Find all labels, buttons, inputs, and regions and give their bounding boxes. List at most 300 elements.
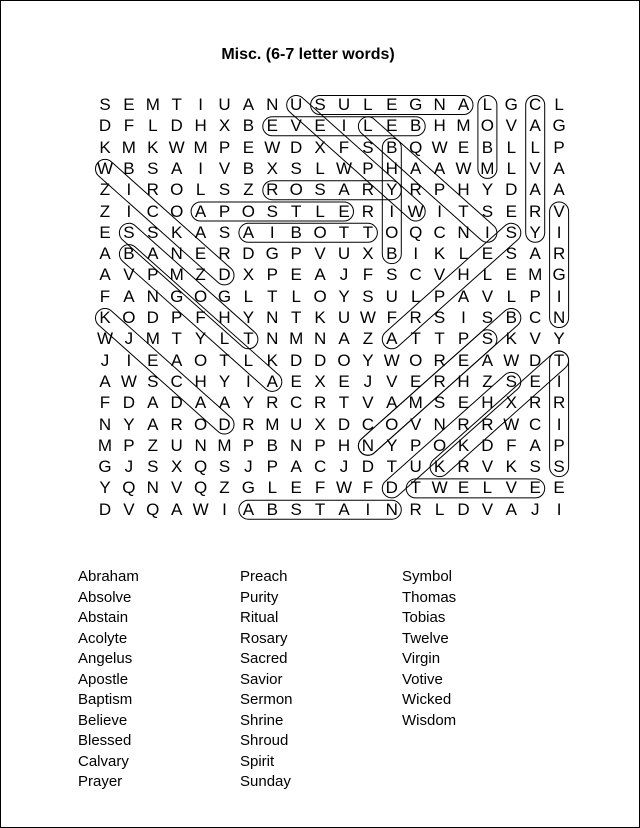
- grid-letter[interactable]: L: [195, 180, 206, 200]
- grid-letter[interactable]: V: [123, 499, 135, 519]
- grid-letter[interactable]: A: [194, 201, 207, 221]
- grid-letter[interactable]: Y: [242, 393, 255, 413]
- grid-letter[interactable]: S: [433, 393, 446, 413]
- grid-letter[interactable]: Y: [242, 308, 255, 327]
- grid-letter[interactable]: X: [362, 244, 374, 264]
- grid-letter[interactable]: R: [361, 180, 375, 200]
- grid-letter[interactable]: R: [552, 393, 566, 413]
- grid-letter[interactable]: Y: [386, 180, 398, 200]
- grid-letter[interactable]: L: [530, 137, 540, 157]
- grid-letter[interactable]: A: [194, 393, 207, 413]
- grid-letter[interactable]: S: [290, 499, 302, 519]
- grid-letter[interactable]: G: [552, 265, 566, 285]
- grid-letter[interactable]: E: [410, 371, 422, 391]
- grid-letter[interactable]: Z: [147, 435, 158, 455]
- grid-letter[interactable]: E: [386, 95, 398, 114]
- grid-letter[interactable]: S: [553, 457, 565, 477]
- grid-letter[interactable]: O: [409, 350, 423, 370]
- grid-letter[interactable]: A: [410, 158, 422, 178]
- grid-letter[interactable]: U: [337, 244, 351, 264]
- grid-letter[interactable]: E: [290, 371, 302, 391]
- grid-letter[interactable]: H: [218, 308, 231, 327]
- grid-letter[interactable]: Q: [146, 499, 160, 519]
- grid-letter[interactable]: M: [145, 95, 160, 114]
- grid-letter[interactable]: J: [124, 329, 134, 349]
- grid-letter[interactable]: X: [171, 457, 183, 477]
- grid-letter[interactable]: M: [480, 158, 495, 178]
- grid-letter[interactable]: X: [314, 137, 326, 157]
- grid-letter[interactable]: M: [217, 435, 232, 455]
- grid-letter[interactable]: T: [410, 329, 421, 349]
- grid-letter[interactable]: L: [482, 95, 493, 114]
- grid-letter[interactable]: K: [314, 308, 326, 327]
- grid-letter[interactable]: X: [242, 265, 255, 285]
- grid-letter[interactable]: B: [481, 137, 494, 157]
- grid-letter[interactable]: O: [432, 435, 447, 455]
- grid-letter[interactable]: G: [170, 286, 184, 306]
- grid-letter[interactable]: J: [363, 371, 373, 391]
- grid-letter[interactable]: O: [313, 222, 327, 242]
- grid-letter[interactable]: S: [123, 222, 135, 242]
- grid-letter[interactable]: O: [337, 350, 351, 370]
- grid-letter[interactable]: F: [362, 478, 374, 498]
- grid-letter[interactable]: D: [242, 244, 255, 264]
- grid-letter[interactable]: S: [314, 180, 326, 200]
- grid-letter[interactable]: P: [553, 137, 565, 157]
- grid-letter[interactable]: K: [171, 222, 183, 242]
- grid-letter[interactable]: L: [243, 286, 254, 306]
- grid-letter[interactable]: N: [313, 329, 327, 349]
- grid-letter[interactable]: S: [481, 201, 494, 221]
- grid-letter[interactable]: I: [556, 286, 562, 306]
- grid-letter[interactable]: E: [457, 478, 470, 498]
- grid-letter[interactable]: S: [147, 158, 159, 178]
- grid-letter[interactable]: P: [290, 244, 302, 264]
- grid-letter[interactable]: P: [362, 158, 374, 178]
- grid-letter[interactable]: F: [99, 393, 111, 413]
- grid-letter[interactable]: X: [314, 371, 326, 391]
- grid-letter[interactable]: L: [482, 265, 493, 285]
- grid-letter[interactable]: P: [457, 329, 470, 349]
- grid-letter[interactable]: A: [171, 499, 183, 519]
- grid-letter[interactable]: B: [266, 435, 278, 455]
- grid-letter[interactable]: A: [433, 158, 446, 178]
- grid-letter[interactable]: P: [529, 286, 541, 306]
- grid-letter[interactable]: F: [338, 137, 350, 157]
- grid-letter[interactable]: I: [246, 371, 251, 391]
- grid-letter[interactable]: N: [385, 499, 398, 519]
- grid-letter[interactable]: M: [528, 265, 543, 285]
- grid-letter[interactable]: R: [266, 180, 279, 200]
- grid-letter[interactable]: S: [433, 308, 446, 327]
- grid-letter[interactable]: E: [457, 350, 470, 370]
- grid-letter[interactable]: F: [506, 435, 517, 455]
- grid-letter[interactable]: V: [481, 499, 494, 519]
- grid-letter[interactable]: L: [219, 329, 230, 349]
- grid-letter[interactable]: N: [433, 95, 446, 114]
- grid-letter[interactable]: G: [504, 95, 518, 114]
- grid-letter[interactable]: D: [290, 350, 303, 370]
- grid-letter[interactable]: S: [529, 457, 541, 477]
- grid-letter[interactable]: P: [433, 180, 446, 200]
- grid-letter[interactable]: L: [148, 116, 158, 136]
- grid-letter[interactable]: Z: [243, 180, 254, 200]
- grid-letter[interactable]: N: [552, 308, 566, 327]
- grid-letter[interactable]: A: [553, 158, 565, 178]
- grid-letter[interactable]: O: [170, 201, 184, 221]
- grid-letter[interactable]: X: [314, 414, 326, 434]
- grid-letter[interactable]: O: [193, 350, 208, 370]
- grid-letter[interactable]: Y: [362, 350, 374, 370]
- grid-letter[interactable]: P: [266, 265, 278, 285]
- grid-letter[interactable]: Y: [481, 180, 494, 200]
- grid-letter[interactable]: Q: [122, 478, 136, 498]
- grid-letter[interactable]: Y: [529, 222, 541, 242]
- grid-letter[interactable]: A: [457, 95, 470, 114]
- grid-letter[interactable]: E: [123, 95, 135, 114]
- grid-letter[interactable]: A: [338, 180, 350, 200]
- grid-letter[interactable]: D: [337, 414, 351, 434]
- grid-letter[interactable]: T: [219, 350, 230, 370]
- grid-letter[interactable]: I: [126, 350, 132, 370]
- grid-letter[interactable]: M: [408, 393, 423, 413]
- grid-letter[interactable]: D: [457, 499, 470, 519]
- grid-letter[interactable]: I: [437, 201, 442, 221]
- grid-letter[interactable]: I: [413, 244, 419, 264]
- grid-letter[interactable]: O: [193, 286, 208, 306]
- grid-letter[interactable]: K: [147, 137, 159, 157]
- grid-letter[interactable]: R: [409, 180, 422, 200]
- grid-letter[interactable]: C: [433, 222, 446, 242]
- grid-letter[interactable]: O: [170, 180, 184, 200]
- grid-letter[interactable]: W: [503, 350, 520, 370]
- grid-letter[interactable]: W: [431, 478, 448, 498]
- grid-letter[interactable]: A: [147, 414, 159, 434]
- grid-letter[interactable]: E: [266, 116, 278, 136]
- grid-letter[interactable]: O: [313, 286, 327, 306]
- grid-letter[interactable]: N: [98, 414, 112, 434]
- grid-letter[interactable]: A: [338, 329, 350, 349]
- grid-letter[interactable]: B: [386, 137, 398, 157]
- grid-letter[interactable]: A: [529, 244, 541, 264]
- grid-letter[interactable]: V: [171, 478, 183, 498]
- grid-letter[interactable]: S: [290, 158, 302, 178]
- grid-letter[interactable]: D: [481, 435, 494, 455]
- grid-letter[interactable]: T: [171, 329, 182, 349]
- grid-letter[interactable]: E: [553, 478, 565, 498]
- grid-letter[interactable]: H: [481, 393, 494, 413]
- grid-letter[interactable]: L: [506, 286, 517, 306]
- grid-letter[interactable]: Z: [195, 265, 206, 285]
- grid-letter[interactable]: F: [314, 478, 326, 498]
- grid-letter[interactable]: T: [338, 393, 350, 413]
- grid-letter[interactable]: D: [218, 414, 231, 434]
- grid-letter[interactable]: N: [146, 478, 159, 498]
- grid-letter[interactable]: A: [194, 222, 207, 242]
- grid-letter[interactable]: S: [481, 329, 494, 349]
- grid-letter[interactable]: R: [552, 244, 566, 264]
- grid-letter[interactable]: D: [146, 308, 159, 327]
- grid-letter[interactable]: U: [218, 95, 231, 114]
- grid-letter[interactable]: C: [146, 201, 159, 221]
- grid-letter[interactable]: N: [266, 308, 279, 327]
- grid-letter[interactable]: R: [218, 244, 231, 264]
- grid-letter[interactable]: I: [556, 499, 562, 519]
- grid-letter[interactable]: J: [339, 457, 349, 477]
- grid-letter[interactable]: A: [505, 499, 517, 519]
- grid-letter[interactable]: V: [505, 478, 517, 498]
- grid-letter[interactable]: S: [505, 244, 517, 264]
- grid-letter[interactable]: R: [529, 393, 542, 413]
- grid-letter[interactable]: D: [170, 116, 183, 136]
- grid-letter[interactable]: Z: [362, 329, 374, 349]
- grid-letter[interactable]: Z: [219, 478, 230, 498]
- grid-letter[interactable]: K: [457, 435, 470, 455]
- grid-letter[interactable]: E: [338, 201, 350, 221]
- grid-letter[interactable]: T: [553, 350, 565, 370]
- grid-letter[interactable]: A: [314, 265, 326, 285]
- grid-letter[interactable]: H: [457, 265, 470, 285]
- grid-letter[interactable]: I: [556, 222, 562, 242]
- grid-letter[interactable]: D: [361, 457, 375, 477]
- grid-letter[interactable]: K: [99, 137, 111, 157]
- grid-letter[interactable]: L: [506, 158, 517, 178]
- grid-letter[interactable]: W: [359, 308, 376, 327]
- grid-letter[interactable]: O: [241, 201, 255, 221]
- grid-letter[interactable]: K: [505, 329, 517, 349]
- grid-letter[interactable]: B: [386, 244, 398, 264]
- grid-letter[interactable]: E: [242, 137, 255, 157]
- grid-letter[interactable]: V: [481, 457, 494, 477]
- grid-letter[interactable]: H: [194, 371, 207, 391]
- grid-letter[interactable]: D: [313, 350, 327, 370]
- grid-letter[interactable]: S: [481, 308, 494, 327]
- grid-letter[interactable]: R: [433, 350, 446, 370]
- grid-letter[interactable]: R: [481, 414, 494, 434]
- grid-letter[interactable]: V: [386, 371, 398, 391]
- grid-letter[interactable]: V: [529, 158, 541, 178]
- grid-letter[interactable]: V: [218, 158, 231, 178]
- grid-letter[interactable]: L: [291, 286, 301, 306]
- grid-letter[interactable]: O: [385, 222, 399, 242]
- grid-letter[interactable]: L: [506, 137, 517, 157]
- grid-letter[interactable]: E: [457, 137, 470, 157]
- grid-letter[interactable]: V: [314, 244, 326, 264]
- grid-letter[interactable]: M: [97, 435, 113, 455]
- grid-letter[interactable]: S: [147, 222, 159, 242]
- grid-letter[interactable]: I: [485, 222, 490, 242]
- grid-letter[interactable]: P: [433, 286, 446, 306]
- grid-letter[interactable]: Z: [482, 371, 493, 391]
- grid-letter[interactable]: J: [100, 350, 110, 370]
- grid-letter[interactable]: O: [122, 308, 136, 327]
- grid-letter[interactable]: G: [265, 244, 279, 264]
- grid-letter[interactable]: N: [266, 95, 279, 114]
- grid-letter[interactable]: D: [385, 478, 398, 498]
- grid-letter[interactable]: L: [554, 95, 564, 114]
- grid-letter[interactable]: R: [409, 308, 422, 327]
- grid-letter[interactable]: H: [385, 158, 398, 178]
- grid-letter[interactable]: F: [195, 308, 206, 327]
- grid-letter[interactable]: Y: [338, 286, 350, 306]
- grid-letter[interactable]: U: [337, 95, 351, 114]
- grid-letter[interactable]: R: [409, 499, 422, 519]
- grid-letter[interactable]: F: [99, 286, 111, 306]
- grid-letter[interactable]: S: [362, 137, 374, 157]
- grid-letter[interactable]: R: [146, 180, 159, 200]
- grid-letter[interactable]: E: [338, 371, 350, 391]
- grid-letter[interactable]: A: [147, 393, 159, 413]
- grid-letter[interactable]: W: [96, 158, 114, 178]
- grid-letter[interactable]: E: [481, 244, 494, 264]
- grid-letter[interactable]: T: [243, 329, 254, 349]
- grid-letter[interactable]: D: [170, 393, 183, 413]
- grid-letter[interactable]: Y: [218, 371, 231, 391]
- grid-letter[interactable]: V: [362, 393, 374, 413]
- grid-letter[interactable]: J: [244, 457, 253, 477]
- grid-letter[interactable]: G: [217, 286, 232, 306]
- grid-letter[interactable]: A: [171, 158, 183, 178]
- grid-letter[interactable]: R: [313, 393, 327, 413]
- grid-letter[interactable]: C: [529, 308, 542, 327]
- grid-letter[interactable]: A: [386, 393, 398, 413]
- grid-letter[interactable]: R: [170, 414, 183, 434]
- grid-letter[interactable]: U: [290, 414, 303, 434]
- grid-letter[interactable]: D: [122, 393, 136, 413]
- grid-letter[interactable]: N: [290, 435, 303, 455]
- grid-letter[interactable]: L: [243, 350, 254, 370]
- grid-letter[interactable]: A: [386, 329, 398, 349]
- grid-letter[interactable]: V: [123, 265, 135, 285]
- grid-letter[interactable]: M: [121, 137, 136, 157]
- grid-letter[interactable]: N: [457, 222, 470, 242]
- grid-letter[interactable]: T: [314, 499, 326, 519]
- grid-letter[interactable]: D: [218, 265, 231, 285]
- grid-letter[interactable]: A: [99, 244, 111, 264]
- grid-letter[interactable]: J: [530, 499, 540, 519]
- grid-letter[interactable]: P: [410, 435, 422, 455]
- grid-letter[interactable]: D: [529, 350, 542, 370]
- grid-letter[interactable]: Z: [99, 201, 111, 221]
- grid-letter[interactable]: W: [168, 137, 185, 157]
- grid-letter[interactable]: C: [529, 95, 542, 114]
- grid-letter[interactable]: L: [458, 244, 469, 264]
- grid-letter[interactable]: F: [123, 116, 135, 136]
- grid-letter[interactable]: G: [409, 95, 423, 114]
- grid-letter[interactable]: D: [98, 499, 112, 519]
- grid-letter[interactable]: S: [505, 222, 517, 242]
- grid-letter[interactable]: P: [266, 457, 278, 477]
- grid-letter[interactable]: T: [362, 222, 374, 242]
- grid-letter[interactable]: R: [529, 201, 542, 221]
- grid-letter[interactable]: A: [529, 435, 541, 455]
- grid-letter[interactable]: V: [290, 116, 302, 136]
- grid-letter[interactable]: H: [457, 180, 470, 200]
- grid-letter[interactable]: E: [290, 478, 302, 498]
- grid-letter[interactable]: T: [410, 478, 421, 498]
- grid-letter[interactable]: E: [457, 393, 470, 413]
- grid-letter[interactable]: D: [505, 180, 518, 200]
- grid-letter[interactable]: N: [361, 435, 375, 455]
- grid-letter[interactable]: O: [289, 180, 303, 200]
- grid-letter[interactable]: S: [99, 95, 111, 114]
- grid-letter[interactable]: E: [529, 478, 541, 498]
- grid-letter[interactable]: A: [481, 350, 494, 370]
- grid-letter[interactable]: C: [290, 393, 303, 413]
- grid-letter[interactable]: T: [171, 95, 182, 114]
- grid-letter[interactable]: R: [242, 414, 255, 434]
- grid-letter[interactable]: X: [266, 158, 278, 178]
- grid-letter[interactable]: S: [147, 371, 159, 391]
- grid-letter[interactable]: E: [147, 350, 159, 370]
- grid-letter[interactable]: W: [335, 158, 353, 178]
- grid-letter[interactable]: Y: [194, 329, 207, 349]
- grid-letter[interactable]: E: [505, 201, 517, 221]
- grid-letter[interactable]: L: [315, 158, 325, 178]
- grid-letter[interactable]: R: [433, 371, 446, 391]
- grid-letter[interactable]: A: [99, 265, 111, 285]
- grid-letter[interactable]: S: [386, 265, 398, 285]
- grid-letter[interactable]: E: [290, 265, 302, 285]
- grid-letter[interactable]: W: [455, 158, 472, 178]
- grid-letter[interactable]: H: [194, 116, 207, 136]
- grid-letter[interactable]: U: [409, 457, 422, 477]
- grid-letter[interactable]: P: [242, 435, 255, 455]
- grid-letter[interactable]: J: [339, 265, 349, 285]
- grid-letter[interactable]: I: [222, 499, 227, 519]
- grid-letter[interactable]: P: [147, 265, 159, 285]
- grid-letter[interactable]: I: [269, 222, 275, 242]
- grid-letter[interactable]: A: [242, 499, 255, 519]
- grid-letter[interactable]: W: [120, 371, 137, 391]
- grid-letter[interactable]: U: [385, 286, 398, 306]
- grid-letter[interactable]: I: [126, 201, 132, 221]
- grid-letter[interactable]: A: [218, 393, 231, 413]
- grid-letter[interactable]: E: [529, 371, 541, 391]
- grid-letter[interactable]: A: [242, 222, 255, 242]
- grid-letter[interactable]: L: [267, 478, 278, 498]
- grid-letter[interactable]: B: [123, 244, 135, 264]
- grid-letter[interactable]: A: [147, 244, 159, 264]
- grid-letter[interactable]: X: [505, 393, 517, 413]
- grid-letter[interactable]: B: [290, 222, 302, 242]
- grid-letter[interactable]: H: [433, 116, 446, 136]
- grid-letter[interactable]: A: [242, 95, 255, 114]
- grid-letter[interactable]: W: [431, 137, 448, 157]
- grid-letter[interactable]: P: [218, 137, 231, 157]
- grid-letter[interactable]: G: [98, 457, 112, 477]
- grid-letter[interactable]: V: [553, 201, 565, 221]
- grid-letter[interactable]: E: [505, 265, 517, 285]
- grid-letter[interactable]: V: [505, 116, 517, 136]
- grid-letter[interactable]: Y: [386, 435, 398, 455]
- grid-letter[interactable]: N: [194, 435, 207, 455]
- grid-letter[interactable]: S: [218, 222, 231, 242]
- grid-letter[interactable]: S: [147, 457, 159, 477]
- grid-letter[interactable]: A: [99, 371, 111, 391]
- grid-letter[interactable]: A: [338, 499, 350, 519]
- grid-letter[interactable]: X: [218, 116, 231, 136]
- grid-letter[interactable]: C: [529, 414, 542, 434]
- grid-letter[interactable]: L: [434, 499, 445, 519]
- grid-letter[interactable]: M: [169, 265, 184, 285]
- grid-letter[interactable]: R: [457, 457, 470, 477]
- grid-letter[interactable]: I: [461, 308, 466, 327]
- grid-letter[interactable]: R: [457, 414, 470, 434]
- grid-letter[interactable]: B: [242, 116, 255, 136]
- grid-letter[interactable]: W: [383, 350, 400, 370]
- grid-letter[interactable]: I: [126, 180, 132, 200]
